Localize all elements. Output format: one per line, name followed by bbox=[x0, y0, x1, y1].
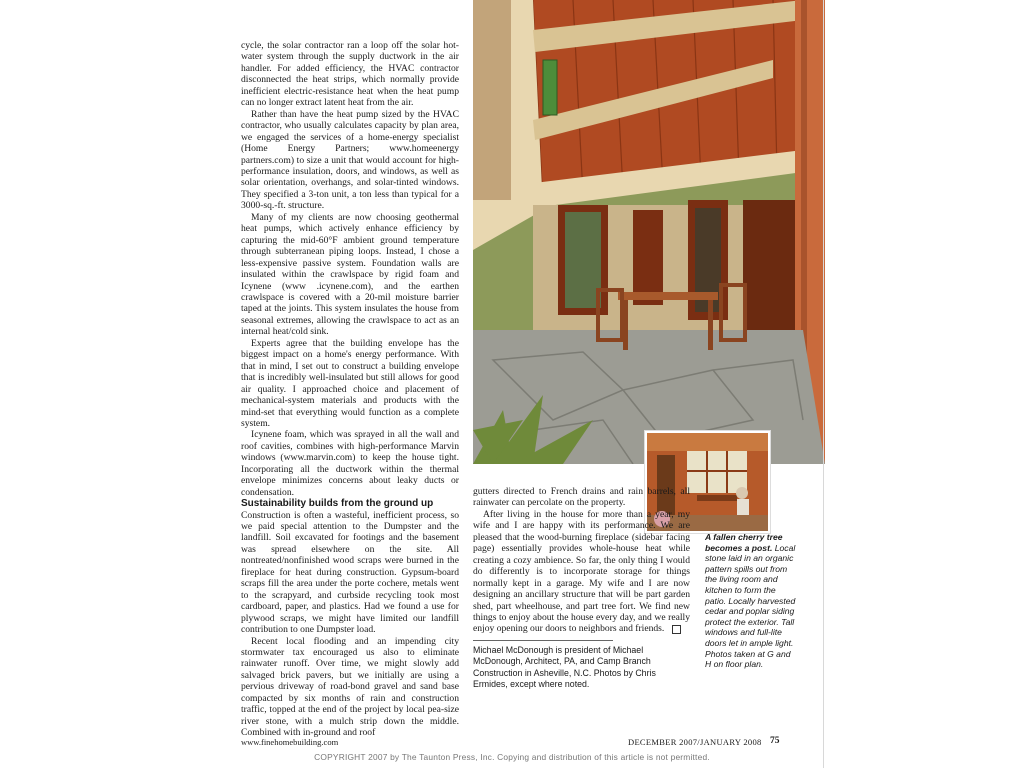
website-folio: www.finehomebuilding.com bbox=[241, 737, 339, 747]
copyright-notice: COPYRIGHT 2007 by The Taunton Press, Inc. Copying and distribution of this article is not permitted. bbox=[314, 752, 710, 762]
author-bio: Michael McDonough is president of Michael McDonough, Architect, PA, and Camp Branch Construction in Asheville, N.C. Photos by Chris Ermides, except where noted. bbox=[473, 644, 656, 690]
caption-body: Local stone laid in an organic pattern spills out from the living room and kitchen to form the patio. Locally harvested cedar and poplar siding protect the exterior. Tall windows and full-lite doors let in ample light. Photos taken at G and H on floor plan. bbox=[705, 542, 796, 670]
paragraph: Many of my clients are now choosing geothermal heat pumps, which actively enhance efficiency by capturing the mid-60°F ambient ground temperature through subterranean piping loops. Instead, I chose a less-expensive passive system. Foundation walls are insulated within the crawlspace by rigid foam and Icynene (www .icynene.com), and the earthen crawlspace is covered with a 20-mil moisture barrier taped at the joints. This system insulates the house from seasonal extremes, allowing the crawlspace to act as an internal heat/cold sink. bbox=[241, 211, 459, 338]
page-edge bbox=[823, 0, 824, 768]
paragraph: Recent local flooding and an impending city stormwater tax encouraged us also to eliminate rainwater runoff. Over time, we might slowly add salvaged brick pavers, but we initially are using a pervious driveway of road-bond gravel and sand base compacted by six months of rain and construction traffic, topped at the end of the project by local pea-size river stone, with a mulch strip down the middle. Combined with in-ground and roof bbox=[241, 635, 459, 739]
bio-divider bbox=[473, 640, 613, 641]
paragraph bbox=[473, 509, 690, 635]
end-mark-icon bbox=[672, 625, 681, 634]
paragraph: Construction is often a wasteful, inefficient process, so we paid special attention to the Dumpster and the landfill. Soil excavated for footings and the basement was spread elsewhere on the site. All nontreated/nonfinished wood scraps were burned in the fireplace for heat during construction. Gypsum-board scraps fill the area under the porte cochere, metals went to the scrapyard, and curbside recycling took most cardboard, paper, and plastics. Had we found a use for plywood scraps, we might have limited our landfill contribution to one Dumpster load. bbox=[241, 509, 459, 636]
paragraph-text: After living in the house for more than a year, my wife and I are happy with its performance. We are pleased that the wood-burning fireplace (sidebar facing page) essentially provides whole-house heat while creating a cozy ambience. So far, the only thing I would do differently is to incorporate storage for things normally kept in a garage. My wife and I are now designing an ancillary structure that will be part garden shed, part wheelhouse, and part tree fort. We find new things to enjoy about the house every day, and we really enjoy opening our doors to neighbors and friends. bbox=[473, 508, 690, 635]
caption-title: A fallen cherry tree becomes a post. bbox=[705, 532, 783, 553]
porch-photo bbox=[473, 0, 825, 464]
paragraph: cycle, the solar contractor ran a loop off the solar hot-water system through the supply ductwork in the air handler. For added efficiency, the HVAC contractor disconnected the heat strips, which normally provide inefficient electric-resistance heat when the heat pump can no longer extract latent heat from the air. bbox=[241, 40, 459, 109]
issue-folio: DECEMBER 2007/JANUARY 2008 bbox=[628, 737, 762, 747]
section-subhead: Sustainability builds from the ground up bbox=[241, 498, 434, 510]
paragraph: Experts agree that the building envelope has the biggest impact on a home's energy performance. With that in mind, I set out to construct a building envelope that is incredibly well-insulated but still allows for good air quality. I approached choice and placement of mechanical-system materials and products with the mind-set that everything would function as a complete system. bbox=[241, 337, 459, 429]
paragraph: Icynene foam, which was sprayed in all the wall and roof cavities, combines with high-performance Marvin windows (www.marvin.com) to keep the house tight. Incorporating all the ductwork within the thermal envelope minimizes concerns about leaky ducts or condensation. bbox=[241, 429, 459, 498]
paragraph: Rather than have the heat pump sized by the HVAC contractor, who usually calculates capacity by plan area, we engaged the services of a home-energy specialist (Home Energy Partners; www.homeenergy partners.com) to size a unit that would account for high-performance insulation, doors, and windows, as well as solar orientation, overhangs, and solar-tinted windows. They specified a 3-ton unit, a ton less than typical for a 3000-sq.-ft. structure. bbox=[241, 108, 459, 212]
paragraph: gutters directed to French drains and rain barrels, all rainwater can percolate on the property. bbox=[473, 486, 690, 509]
page-number: 75 bbox=[770, 736, 780, 746]
text-column-2 bbox=[473, 486, 690, 691]
text-column-1 bbox=[241, 40, 459, 739]
porch-illustration bbox=[473, 0, 825, 464]
photo-caption bbox=[705, 532, 797, 670]
